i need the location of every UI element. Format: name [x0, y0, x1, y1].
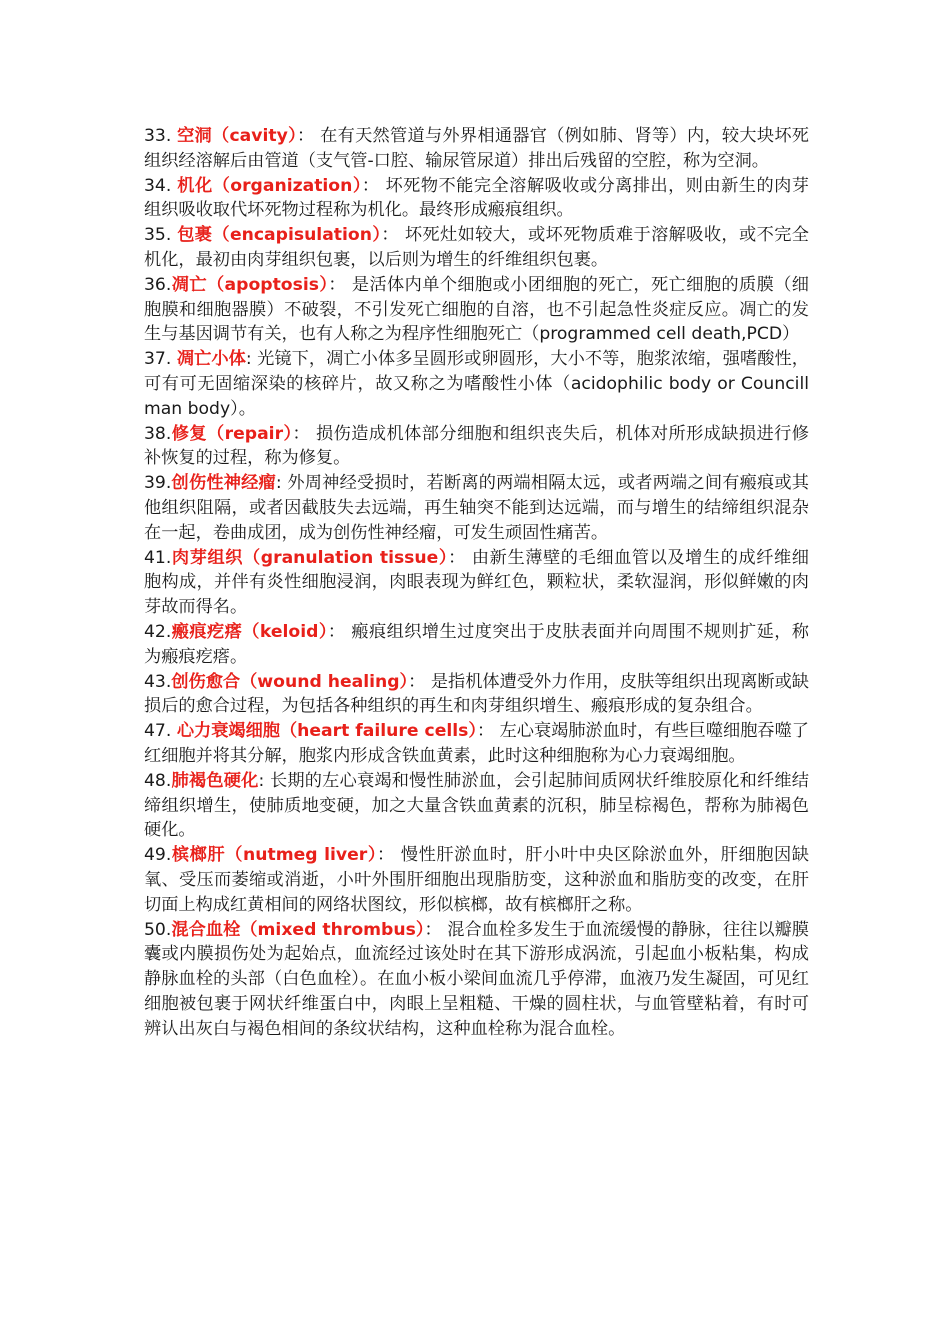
entry-separator: ： [381, 225, 399, 246]
entry-wound-healing [144, 670, 809, 720]
entry-separator: ： [296, 126, 315, 146]
entry-term: 创伤性神经瘤 [171, 473, 276, 494]
entry-number: 41. [144, 547, 172, 568]
entry-term: 机化（organization） [177, 175, 362, 196]
entry-number: 34. [144, 175, 178, 196]
entry-keloid [144, 620, 809, 670]
entry-separator: ： [476, 721, 495, 742]
entry-term: 修复（repair） [171, 423, 293, 444]
entry-separator: : [245, 349, 252, 370]
entry-number: 35. [144, 225, 178, 246]
entry-definition: 是活体内单个细胞或小团细胞的死亡，死亡细胞的质膜（细胞膜和细胞器膜）不破裂，不引发死亡细胞的自溶，也不引起急性炎症反应。凋亡的发生与基因调节有关，也有人称之为程序性细胞死亡（programmed cell death,PCD） [144, 274, 809, 345]
entry-term: 空洞（cavity） [177, 126, 297, 146]
entry-granulation-tissue [144, 546, 809, 620]
document-page [144, 124, 809, 1041]
entry-separator: ： [377, 845, 395, 866]
entry-traumatic-neuroma [144, 471, 809, 545]
entry-term: 瘢痕疙瘩（keloid） [171, 621, 328, 642]
entry-number: 38. [144, 423, 172, 444]
entry-definition: 左心衰竭肺淤血时，有些巨噬细胞吞噬了红细胞并将其分解，胞浆内形成含铁血黄素，此时这种细胞称为心力衰竭细胞。 [144, 721, 809, 766]
entry-apoptosis [144, 273, 809, 347]
entry-apoptotic-body [144, 347, 809, 421]
entry-separator: : [258, 770, 265, 791]
entry-number: 43. [144, 671, 172, 692]
entry-brown-induration [144, 769, 809, 843]
entry-separator: ： [327, 621, 346, 642]
entry-definition: 损伤造成机体部分细胞和组织丧失后，机体对所形成缺损进行修补恢复的过程，称为修复。 [144, 423, 809, 469]
entry-separator: ： [292, 423, 311, 444]
entry-separator: ： [424, 919, 442, 940]
entry-term: 混合血栓（mixed thrombus） [171, 919, 425, 940]
entry-encapsulation [144, 223, 809, 273]
entry-number: 50. [144, 919, 172, 940]
entry-term: 肉芽组织（granulation tissue） [171, 547, 449, 568]
entry-definition: 由新生薄壁的毛细血管以及增生的成纤维细胞构成，并伴有炎性细胞浸润，肉眼表现为鲜红色，颗粒状，柔软湿润，形似鲜嫩的肉芽故而得名。 [144, 547, 809, 618]
entry-organization [144, 174, 809, 224]
entry-number: 36. [144, 274, 172, 295]
entry-definition: 瘢痕组织增生过度突出于皮肤表面并向周围不规则扩延，称为瘢痕疙瘩。 [144, 621, 809, 667]
entry-term: 槟榔肝（nutmeg liver） [171, 845, 378, 866]
entry-definition: 是指机体遭受外力作用，皮肤等组织出现离断或缺损后的愈合过程，为包括各种组织的再生和肉芽组织增生、瘢痕形成的复杂组合。 [144, 671, 809, 717]
entry-definition: 混合血栓多发生于血流缓慢的静脉，往往以瓣膜囊或内膜损伤处为起始点，血流经过该处时在其下游形成涡流，引起血小板粘集，构成静脉血栓的头部（白色血栓）。在血小板小梁间血流几乎停滞，血液乃发生凝固，可见红细胞被包裹于网状纤维蛋白中，肉眼上呈粗糙、干燥的圆柱状，与血管壁粘着，有时可辨认出灰白与褐色相间的条纹状结构，这种血栓称为混合血栓。 [144, 919, 809, 1039]
entry-number: 37. [144, 349, 177, 370]
entry-term: 心力衰竭细胞（heart failure cells） [176, 721, 477, 742]
entry-definition: 光镜下，凋亡小体多呈圆形或卵圆形，大小不等，胞浆浓缩，强嗜酸性，可有可无固缩深染的核碎片，故又称之为嗜酸性小体（acidophilic body or Councillman body）。 [144, 349, 809, 419]
entry-term: 创伤愈合（wound healing） [171, 671, 409, 692]
entry-number: 49. [144, 845, 172, 866]
entry-term: 凋亡（apoptosis） [171, 274, 329, 295]
entry-separator: ： [328, 274, 346, 295]
entry-definition: 外周神经受损时，若断离的两端相隔太远，或者两端之间有瘢痕或其他组织阻隔，或者因截肢失去远端，再生轴突不能到达远端，而与增生的结缔组织混杂在一起，卷曲成团，成为创伤性神经瘤，可发生顽固性痛苦。 [144, 473, 809, 543]
entry-definition: 慢性肝淤血时，肝小叶中央区除淤血外，肝细胞因缺氧、受压而萎缩或消逝，小叶外围肝细胞出现脂肪变，这种淤血和脂肪变的改变，在肝切面上构成红黄相间的网络状图纹，形似槟榔，故有槟榔肝之称。 [144, 845, 809, 915]
entry-term: 凋亡小体 [176, 349, 246, 370]
entry-separator: ： [408, 671, 426, 692]
entry-number: 47. [144, 721, 177, 742]
entry-definition: 坏死物不能完全溶解吸收或分离排出，则由新生的肉芽组织吸收取代坏死物过程称为机化。最终形成瘢痕组织。 [144, 175, 809, 221]
entry-separator: ： [448, 547, 466, 568]
entry-term: 肺褐色硬化 [171, 770, 259, 791]
entry-separator: ： [361, 175, 380, 196]
entry-definition: 长期的左心衰竭和慢性肺淤血，会引起肺间质网状纤维胶原化和纤维结缔组织增生，使肺质地变硬，加之大量含铁血黄素的沉积，肺呈棕褐色，帮称为肺褐色硬化。 [144, 770, 809, 841]
entry-definition: 坏死灶如较大，或坏死物质难于溶解吸收，或不完全机化，最初由肉芽组织包裹，以后则为增生的纤维组织包裹。 [144, 225, 809, 270]
entry-term: 包裹（encapisulation） [177, 225, 382, 246]
entry-number: 42. [144, 621, 172, 642]
entry-nutmeg-liver [144, 843, 809, 917]
entry-definition: 在有天然管道与外界相通器官（例如肺、肾等）内，较大块坏死组织经溶解后由管道（支气管-口腔、输尿管尿道）排出后残留的空腔，称为空洞。 [144, 126, 809, 171]
entry-number: 48. [144, 770, 172, 791]
entry-mixed-thrombus [144, 918, 809, 1042]
entry-repair [144, 422, 809, 472]
entry-heart-failure-cells [144, 719, 809, 769]
entry-cavity [144, 124, 809, 174]
entry-number: 39. [144, 473, 172, 494]
entry-separator: : [275, 473, 282, 494]
entry-number: 33. [144, 126, 178, 146]
